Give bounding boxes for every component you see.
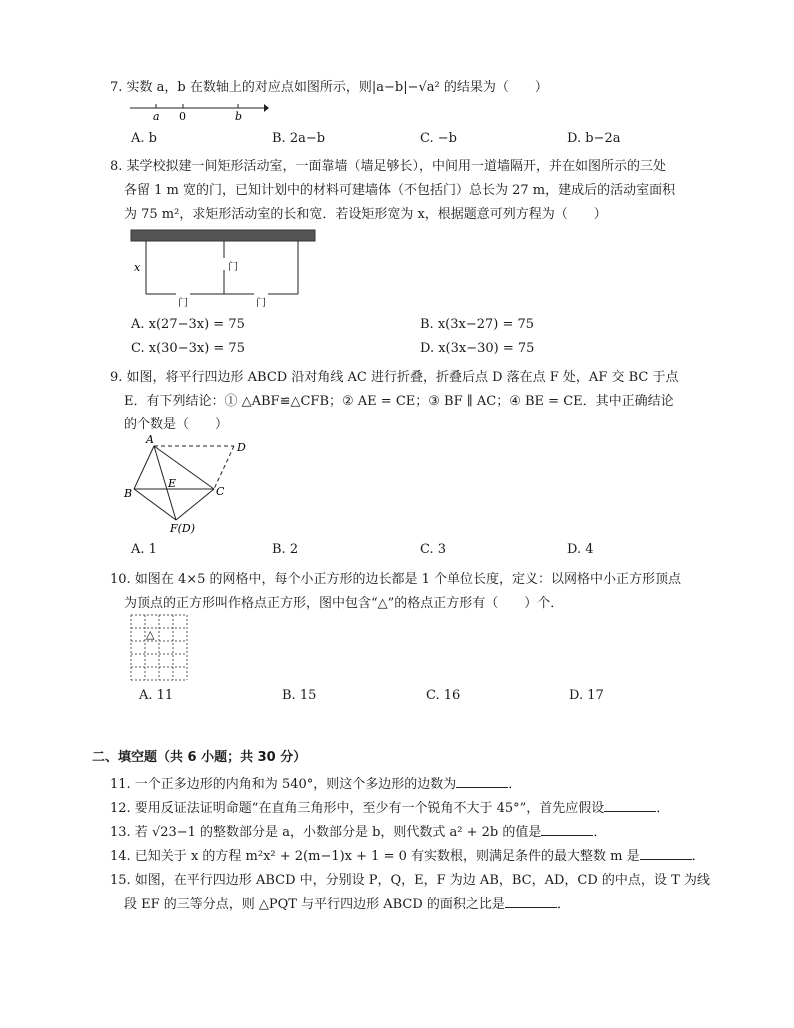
q12-answer-blank[interactable] <box>604 799 656 812</box>
q11-text: 11. 一个正多边形的内角和为 540°，则这个多边形的边数为 <box>110 777 457 792</box>
q9-option-b[interactable]: B. 2 <box>272 542 299 557</box>
label-b: b <box>235 110 243 123</box>
q15-line2 <box>124 893 570 912</box>
q9-fold-figure <box>120 432 254 536</box>
q9-option-c[interactable]: C. 3 <box>420 542 447 557</box>
point-A: A <box>146 433 154 446</box>
q9-line2: E．有下列结论：① △ABF≌△CFB；② AE = CE；③ BF ∥ AC；④ BE = CE．其中正确结论 <box>124 394 674 409</box>
point-E: E <box>168 477 177 490</box>
q7-option-a[interactable]: A. b <box>131 131 157 146</box>
q14-text: 14. 已知关于 x 的方程 m²x² + 2(m−1)x + 1 = 0 有实数根，则满足条件的最大整数 m 是 <box>110 849 640 864</box>
q8-option-c[interactable]: C. x(30−3x) = 75 <box>131 341 245 356</box>
section-title-fill-in: 二、填空题（共 6 小题；共 30 分） <box>92 750 307 765</box>
q8-room-figure <box>128 228 320 310</box>
q8-line1: 8. 某学校拟建一间矩形活动室，一面靠墙（墙足够长），中间用一道墙隔开，并在如图所示的三处 <box>110 159 667 174</box>
q7-option-c[interactable]: C. −b <box>420 131 457 146</box>
q9-option-d[interactable]: D. 4 <box>567 542 594 557</box>
q9-option-a[interactable]: A. 1 <box>131 542 157 557</box>
segment-AC <box>154 446 214 489</box>
q10-option-a[interactable]: A. 11 <box>139 688 174 703</box>
q13-answer-blank[interactable] <box>541 823 593 836</box>
door-label-right: 门 <box>256 298 266 309</box>
q11-answer-blank[interactable] <box>456 775 508 788</box>
q13-line <box>110 821 606 840</box>
q8-line2: 各留 1 m 宽的门，已知计划中的材料可建墙体（不包括门）总长为 27 m，建成后的活动室面积 <box>124 183 676 198</box>
label-a: a <box>153 110 160 123</box>
q12-line <box>110 797 669 816</box>
q9-line1: 9. 如图，将平行四边形 ABCD 沿对角线 AC 进行折叠，折叠后点 D 落在点 F 处，AF 交 BC 于点 <box>110 370 679 385</box>
q14-answer-blank[interactable] <box>640 847 692 860</box>
q15-end: ． <box>556 897 570 912</box>
point-C: C <box>216 485 225 498</box>
q10-line1: 10. 如图在 4×5 的网格中，每个小正方形的边长都是 1 个单位长度，定义：以网格中小正方形顶点 <box>110 572 682 587</box>
number-line-arrow <box>264 104 269 112</box>
triangle-marker: △ <box>146 628 155 641</box>
door-label-left: 门 <box>178 298 188 309</box>
grid-lines <box>131 615 187 680</box>
q10-grid-figure <box>128 612 192 684</box>
q7-option-d[interactable]: D. b−2a <box>567 131 621 146</box>
q11-end: ． <box>508 777 522 792</box>
segment-DC <box>214 446 234 489</box>
q13-end: ． <box>593 825 607 840</box>
q9-line3: 的个数是（ ） <box>124 417 229 432</box>
point-F: F(D) <box>170 522 196 535</box>
label-zero: 0 <box>179 110 186 123</box>
segment-BF <box>134 489 176 520</box>
q8-option-a[interactable]: A. x(27−3x) = 75 <box>131 317 245 332</box>
q12-end: ． <box>656 801 670 816</box>
q15-line1: 15. 如图，在平行四边形 ABCD 中，分别设 P，Q，E，F 为边 AB，BC，AD，CD 的中点，设 T 为线 <box>110 873 710 888</box>
q10-option-c[interactable]: C. 16 <box>426 688 461 703</box>
q14-end: ． <box>691 849 705 864</box>
q12-text: 12. 要用反证法证明命题“在直角三角形中，至少有一个锐角不大于 45°”，首先应假设 <box>110 801 605 816</box>
q7-number-line <box>128 98 270 124</box>
wall <box>131 230 315 241</box>
segment-AB <box>134 446 154 489</box>
point-D: D <box>237 441 246 454</box>
q15-text: 段 EF 的三等分点，则 △PQT 与平行四边形 ABCD 的面积之比是 <box>124 897 505 912</box>
q13-text: 13. 若 √23−1 的整数部分是 a，小数部分是 b，则代数式 a² + 2b 的值是 <box>110 825 542 840</box>
segment-CF <box>176 489 214 520</box>
q15-answer-blank[interactable] <box>505 895 557 908</box>
q10-line2: 为顶点的正方形叫作格点正方形，图中包含“△”的格点正方形有（ ）个． <box>124 596 564 611</box>
q8-option-d[interactable]: D. x(3x−30) = 75 <box>420 341 535 356</box>
side-x-label: x <box>134 261 141 274</box>
q8-line3: 为 75 m²，求矩形活动室的长和宽．若设矩形宽为 x，根据题意可列方程为（ ） <box>124 207 607 222</box>
point-B: B <box>124 487 133 500</box>
door-label-middle: 门 <box>228 262 238 273</box>
q8-option-b[interactable]: B. x(3x−27) = 75 <box>420 317 535 332</box>
q11-line <box>110 773 521 792</box>
q10-option-d[interactable]: D. 17 <box>569 688 604 703</box>
q14-line <box>110 845 705 864</box>
q10-option-b[interactable]: B. 15 <box>282 688 317 703</box>
q7-option-b[interactable]: B. 2a−b <box>272 131 326 146</box>
q7-stem: 7. 实数 a，b 在数轴上的对应点如图所示，则|a−b|−√a² 的结果为（ ） <box>110 80 548 95</box>
